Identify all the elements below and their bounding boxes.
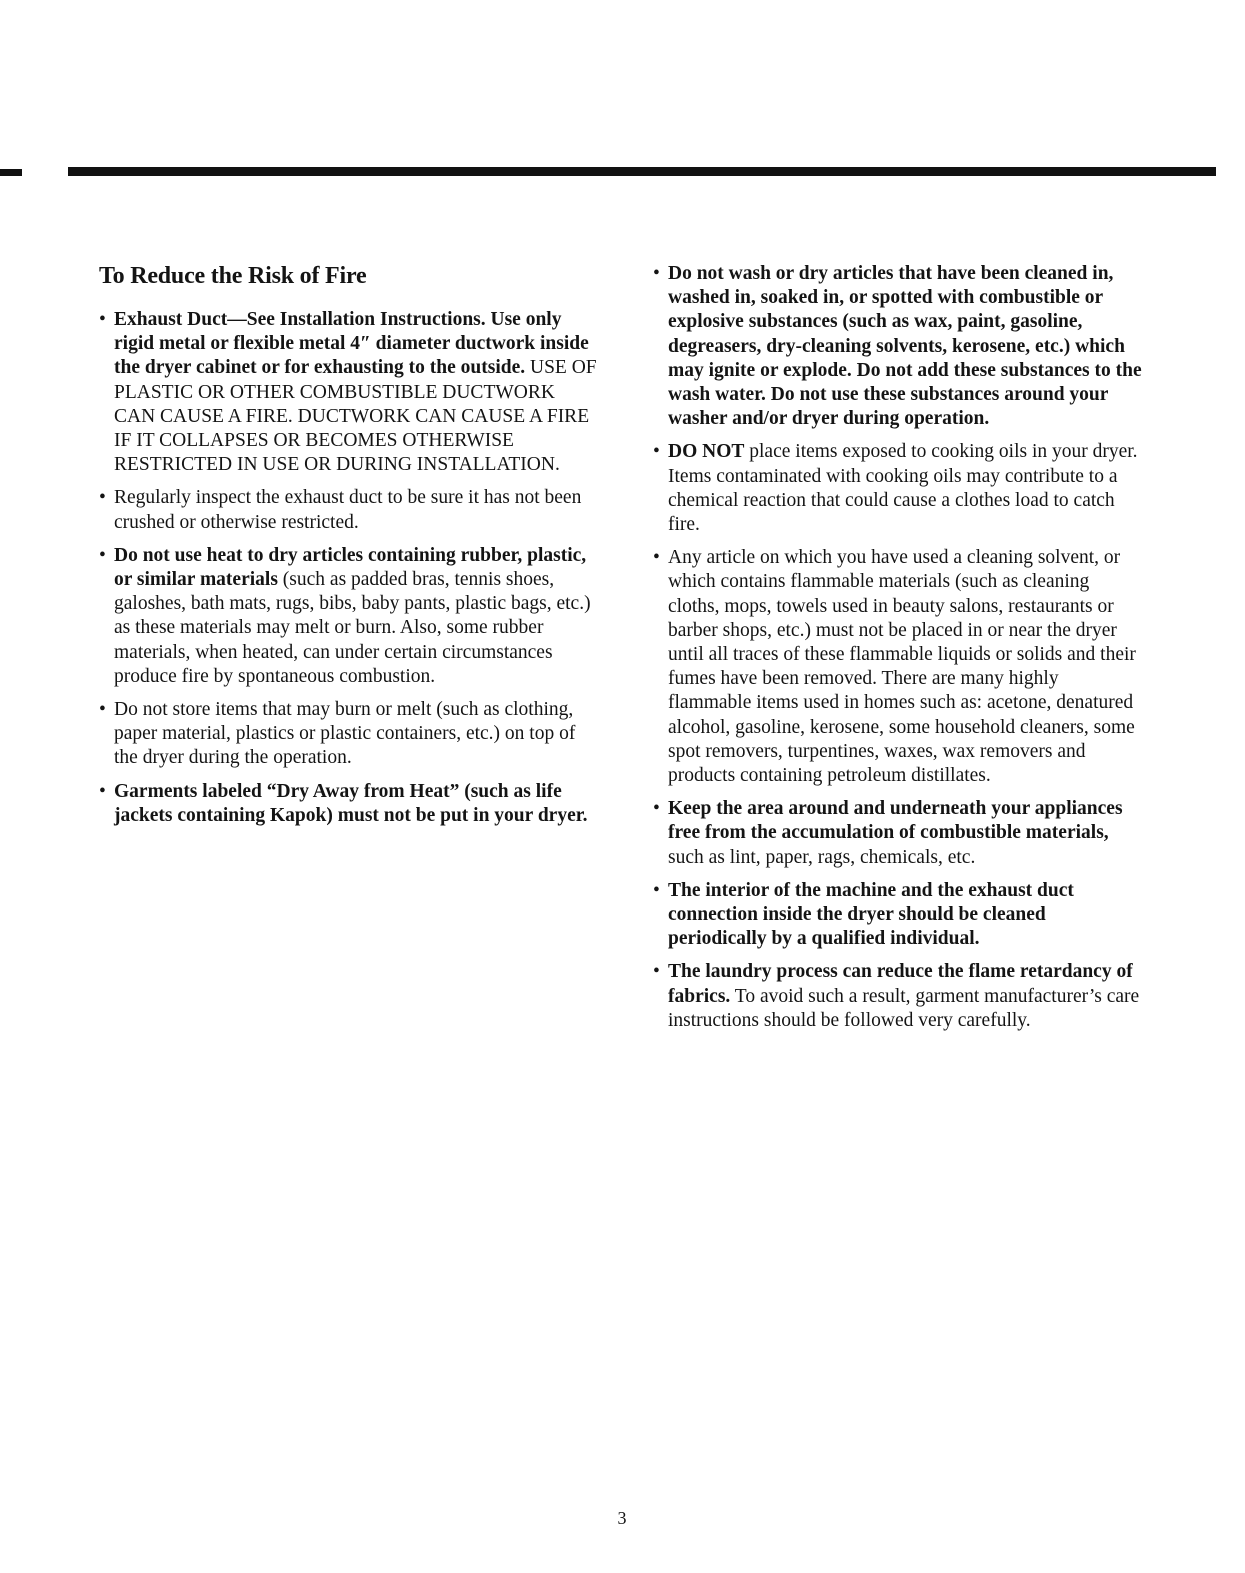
item-bold-text: The laundry process can reduce the flame retardancy of fabrics. xyxy=(668,961,1133,1007)
page-number: 3 xyxy=(617,1508,627,1528)
bullet-icon: • xyxy=(99,699,106,721)
item-text: To avoid such a result, garment manufacturer’s care instructions should be followed very carefully. xyxy=(668,985,1140,1031)
bullet-icon: • xyxy=(99,544,106,566)
bullet-icon: • xyxy=(653,798,660,820)
list-item xyxy=(99,308,599,477)
list-item xyxy=(653,262,1145,431)
list-item xyxy=(99,544,599,689)
item-bold-text: Exhaust Duct—See Installation Instructions. Use only rigid metal or flexible metal 4″ diameter ductwork inside the dryer cabinet or for exhausting to the outside. xyxy=(114,309,589,379)
bullet-icon: • xyxy=(653,441,660,463)
item-bold-text: Do not wash or dry articles that have been cleaned in, washed in, soaked in, or spotted with combustible or explosive substances (such as wax, paint, gasoline, degreasers, dry-cleaning solvents, kerosene, etc.) which may ignite or explode. Do not add these substances to the wash water. Do not use these substances around your washer and/or dryer during operation. xyxy=(668,263,1142,430)
bullet-icon: • xyxy=(653,547,660,569)
item-bold-text: The interior of the machine and the exhaust duct connection inside the dryer should be cleaned periodically by a qualified individual. xyxy=(668,879,1074,950)
bullet-icon: • xyxy=(653,879,660,901)
item-text: such as lint, paper, rags, chemicals, etc. xyxy=(668,846,976,868)
list-item xyxy=(99,698,599,771)
item-text: Any article on which you have used a cleaning solvent, or which contains flammable materials (such as cleaning cloths, mops, towels used in beauty salons, restaurants or barber shops, etc.) must not be placed in or near the dryer until all traces of these flammable liquids or solids and their fumes have been removed. There are many highly flammable items used in homes such as: acetone, denatured alcohol, gasoline, kerosene, some household cleaners, some spot removers, turpentines, waxes, wax removers and products containing petroleum distillates. xyxy=(668,547,1136,787)
list-item xyxy=(653,960,1145,1033)
item-bold-text: DO NOT xyxy=(668,441,745,463)
bullet-icon: • xyxy=(99,780,106,802)
item-text: Do not store items that may burn or melt (such as clothing, paper material, plastics or plastic containers, etc.) on top of the dryer during the operation. xyxy=(114,699,576,769)
item-text: (such as padded bras, tennis shoes, galoshes, bath mats, rugs, bibs, baby pants, plastic bags, etc.) as these materials may melt or burn. Also, some rubber materials, when heated, can under certain circumstances produce fire by spontaneous combustion. xyxy=(114,569,591,687)
list-item xyxy=(99,486,599,534)
bullet-icon: • xyxy=(653,961,660,983)
item-bold-text: Do not use heat to dry articles containing rubber, plastic, or similar materials xyxy=(114,544,587,591)
item-bold-text: Keep the area around and underneath your appliances free from the accumulation of combustible materials, xyxy=(668,798,1123,844)
bullet-icon: • xyxy=(99,487,106,509)
item-bold-text: Garments labeled “Dry Away from Heat” (such as life jackets containing Kapok) must not be put in your dryer. xyxy=(114,780,588,826)
left-column xyxy=(99,262,599,837)
section-title: To Reduce the Risk of Fire xyxy=(99,263,367,289)
bullet-icon: • xyxy=(653,263,660,284)
list-item xyxy=(653,440,1145,537)
right-column xyxy=(653,262,1145,1042)
item-text: Regularly inspect the exhaust duct to be sure it has not been crushed or otherwise restricted. xyxy=(114,487,582,533)
item-text: place items exposed to cooking oils in your dryer. Items contaminated with cooking oils may contribute to a chemical reaction that could cause a clothes load to catch fire. xyxy=(668,441,1138,536)
item-text: USE OF PLASTIC OR OTHER COMBUSTIBLE DUCTWORK CAN CAUSE A FIRE. DUCTWORK CAN CAUSE A FIRE IF IT COLLAPSES OR BECOMES OTHERWISE RESTRICTED IN USE OR DURING INSTALLATION. xyxy=(114,357,597,476)
list-item xyxy=(653,797,1145,870)
bullet-icon: • xyxy=(99,309,106,330)
header-rule-stub xyxy=(0,169,22,176)
list-item xyxy=(653,546,1145,788)
list-item xyxy=(99,780,599,828)
header-rule xyxy=(68,167,1216,176)
list-item xyxy=(653,879,1145,952)
